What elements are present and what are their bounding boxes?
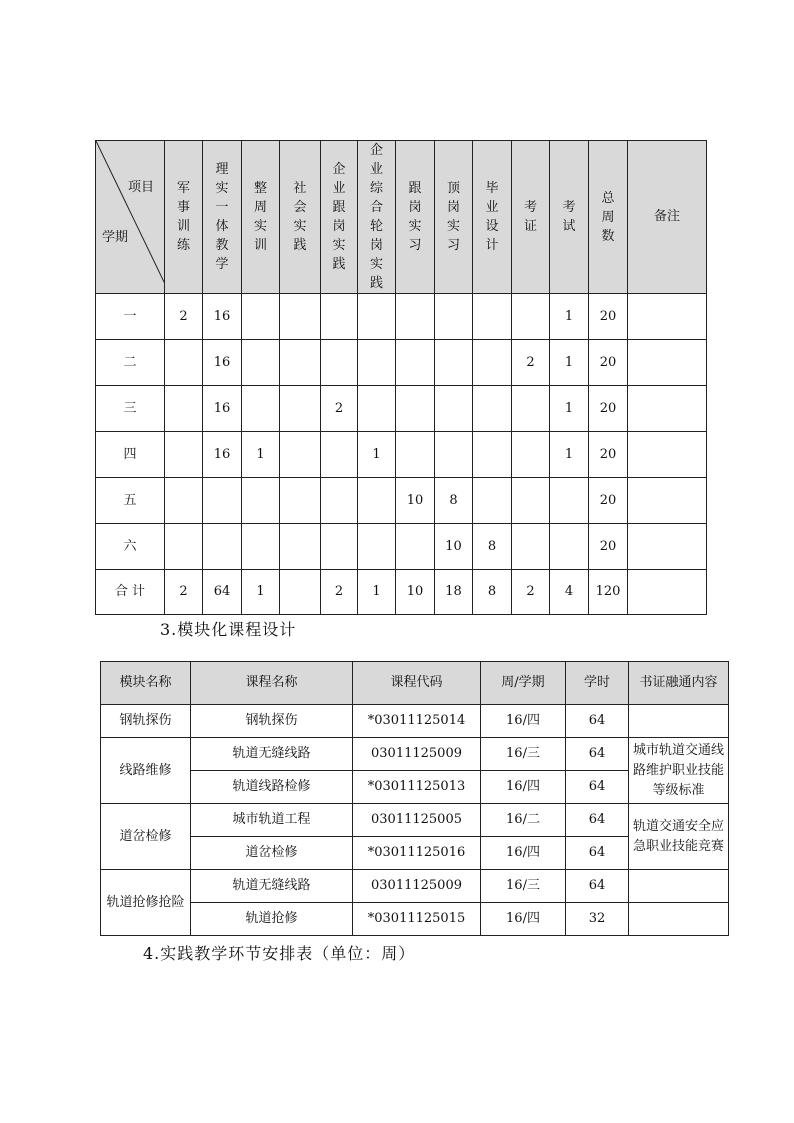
weeks-cell: 2 bbox=[321, 386, 358, 432]
course-name-cell: 钢轨探伤 bbox=[191, 705, 353, 738]
weeks-cell bbox=[165, 340, 203, 386]
course-weeks-cell: 16/三 bbox=[481, 870, 566, 903]
weeks-table-row bbox=[96, 340, 707, 386]
weeks-cell bbox=[165, 432, 203, 478]
weeks-cell bbox=[280, 570, 321, 615]
weeks-cell bbox=[435, 432, 473, 478]
weeks-col-header bbox=[358, 141, 396, 294]
module-col-header: 课程名称 bbox=[191, 662, 353, 705]
course-name-cell: 轨道抢修 bbox=[191, 903, 353, 936]
weeks-cell bbox=[242, 478, 280, 524]
weeks-cell bbox=[628, 432, 707, 478]
weeks-cell: 1 bbox=[358, 570, 396, 615]
weeks-cell: 20 bbox=[589, 340, 628, 386]
weeks-cell bbox=[358, 294, 396, 340]
weeks-cell: 120 bbox=[589, 570, 628, 615]
weeks-cell bbox=[628, 294, 707, 340]
semester-label: 二 bbox=[96, 340, 165, 386]
module-name-cell: 道岔检修 bbox=[101, 804, 191, 870]
weeks-col-header bbox=[589, 141, 628, 294]
weeks-table-row bbox=[96, 294, 707, 340]
semester-label: 合 计 bbox=[96, 570, 165, 615]
section-title-practice-schedule: 4.实践教学环节安排表（单位：周） bbox=[143, 944, 416, 963]
course-weeks-cell: 16/二 bbox=[481, 804, 566, 837]
semester-label: 三 bbox=[96, 386, 165, 432]
weeks-cell bbox=[321, 478, 358, 524]
weeks-cell bbox=[280, 294, 321, 340]
weeks-cell: 64 bbox=[203, 570, 242, 615]
module-course-row bbox=[101, 705, 729, 738]
weeks-cell bbox=[435, 340, 473, 386]
weeks-col-header bbox=[242, 141, 280, 294]
certificate-note-cell bbox=[629, 705, 729, 738]
certificate-note-cell: 城市轨道交通线路维护职业技能等级标准 bbox=[629, 738, 729, 804]
weeks-col-header bbox=[435, 141, 473, 294]
course-hours-cell: 64 bbox=[566, 804, 629, 837]
weeks-cell bbox=[628, 340, 707, 386]
module-col-header: 模块名称 bbox=[101, 662, 191, 705]
course-code-cell: *03011125014 bbox=[353, 705, 481, 738]
module-table-body bbox=[101, 705, 729, 936]
weeks-cell: 10 bbox=[435, 524, 473, 570]
course-code-cell: *03011125013 bbox=[353, 771, 481, 804]
weeks-col-header-label: 社会实践 bbox=[293, 181, 307, 253]
weeks-cell: 2 bbox=[321, 570, 358, 615]
weeks-col-header bbox=[550, 141, 589, 294]
semester-label: 六 bbox=[96, 524, 165, 570]
module-name-cell: 钢轨探伤 bbox=[101, 705, 191, 738]
weeks-cell: 10 bbox=[396, 570, 435, 615]
weeks-cell bbox=[512, 478, 550, 524]
weeks-cell bbox=[435, 294, 473, 340]
section-title-module-design: 3.模块化课程设计 bbox=[160, 620, 297, 639]
course-hours-cell: 64 bbox=[566, 870, 629, 903]
course-code-cell: 03011125009 bbox=[353, 870, 481, 903]
weeks-col-header-label: 理实一体教学 bbox=[215, 162, 229, 272]
course-weeks-cell: 16/四 bbox=[481, 837, 566, 870]
module-col-header: 周/学期 bbox=[481, 662, 566, 705]
weeks-col-header-label: 军事训练 bbox=[176, 181, 190, 253]
weeks-col-header-label: 备注 bbox=[653, 209, 680, 225]
semester-label: 四 bbox=[96, 432, 165, 478]
weeks-col-header-label: 整周实训 bbox=[253, 181, 267, 253]
course-name-cell: 城市轨道工程 bbox=[191, 804, 353, 837]
weeks-cell bbox=[473, 432, 512, 478]
weeks-cell bbox=[628, 524, 707, 570]
weeks-cell bbox=[242, 386, 280, 432]
weeks-cell bbox=[358, 478, 396, 524]
weeks-cell bbox=[396, 340, 435, 386]
weeks-cell: 16 bbox=[203, 340, 242, 386]
weeks-cell: 16 bbox=[203, 386, 242, 432]
weeks-cell: 1 bbox=[550, 294, 589, 340]
weeks-cell: 8 bbox=[435, 478, 473, 524]
weeks-col-header-label: 企业跟岗实践 bbox=[332, 162, 346, 272]
weeks-cell bbox=[396, 432, 435, 478]
weeks-cell: 2 bbox=[512, 570, 550, 615]
weeks-cell bbox=[473, 386, 512, 432]
course-name-cell: 轨道无缝线路 bbox=[191, 870, 353, 903]
weeks-cell bbox=[512, 294, 550, 340]
weeks-col-header-label: 考证 bbox=[523, 200, 537, 234]
weeks-cell bbox=[473, 294, 512, 340]
weeks-cell bbox=[165, 478, 203, 524]
weeks-col-header bbox=[512, 141, 550, 294]
weeks-cell: 1 bbox=[550, 432, 589, 478]
weeks-table-header-row bbox=[96, 141, 707, 294]
weeks-cell bbox=[242, 524, 280, 570]
course-name-cell: 道岔检修 bbox=[191, 837, 353, 870]
weeks-cell: 8 bbox=[473, 570, 512, 615]
weeks-cell: 20 bbox=[589, 294, 628, 340]
weeks-col-header bbox=[473, 141, 512, 294]
weeks-cell bbox=[396, 294, 435, 340]
module-course-table bbox=[100, 661, 729, 936]
weeks-cell bbox=[358, 386, 396, 432]
weeks-cell: 20 bbox=[589, 524, 628, 570]
weeks-cell bbox=[321, 524, 358, 570]
weeks-col-header bbox=[321, 141, 358, 294]
weeks-table-row bbox=[96, 432, 707, 478]
weeks-cell: 1 bbox=[242, 432, 280, 478]
weeks-col-header bbox=[396, 141, 435, 294]
weeks-cell: 1 bbox=[242, 570, 280, 615]
weeks-cell bbox=[165, 524, 203, 570]
module-table-header-row bbox=[101, 662, 729, 705]
weeks-cell bbox=[242, 294, 280, 340]
weeks-col-header-label: 总周数 bbox=[601, 190, 615, 244]
weeks-cell: 16 bbox=[203, 294, 242, 340]
weeks-cell bbox=[203, 524, 242, 570]
weeks-col-header-label: 考试 bbox=[562, 200, 576, 234]
diagonal-corner-header bbox=[96, 141, 165, 294]
course-name-cell: 轨道线路检修 bbox=[191, 771, 353, 804]
course-code-cell: 03011125005 bbox=[353, 804, 481, 837]
weeks-table-row bbox=[96, 478, 707, 524]
weeks-cell: 8 bbox=[473, 524, 512, 570]
weeks-cell bbox=[321, 432, 358, 478]
semester-label: 一 bbox=[96, 294, 165, 340]
module-name-cell: 线路维修 bbox=[101, 738, 191, 804]
weeks-table-body bbox=[96, 294, 707, 615]
weeks-cell bbox=[280, 432, 321, 478]
weeks-col-header bbox=[203, 141, 242, 294]
weeks-col-header bbox=[280, 141, 321, 294]
weeks-schedule-table bbox=[95, 140, 707, 615]
weeks-cell: 2 bbox=[165, 294, 203, 340]
module-course-row bbox=[101, 903, 729, 936]
course-hours-cell: 64 bbox=[566, 771, 629, 804]
weeks-cell: 1 bbox=[550, 340, 589, 386]
course-hours-cell: 64 bbox=[566, 705, 629, 738]
weeks-cell bbox=[396, 386, 435, 432]
weeks-table-row bbox=[96, 570, 707, 615]
weeks-cell: 2 bbox=[165, 570, 203, 615]
weeks-cell bbox=[280, 524, 321, 570]
course-hours-cell: 64 bbox=[566, 738, 629, 771]
course-weeks-cell: 16/四 bbox=[481, 903, 566, 936]
course-code-cell: 03011125009 bbox=[353, 738, 481, 771]
weeks-cell bbox=[435, 386, 473, 432]
weeks-col-header-label: 毕业设计 bbox=[485, 181, 499, 253]
weeks-cell: 10 bbox=[396, 478, 435, 524]
weeks-table-row bbox=[96, 524, 707, 570]
weeks-cell bbox=[321, 294, 358, 340]
course-name-cell: 轨道无缝线路 bbox=[191, 738, 353, 771]
module-course-row bbox=[101, 804, 729, 837]
module-col-header: 学时 bbox=[566, 662, 629, 705]
certificate-note-cell bbox=[629, 870, 729, 903]
course-code-cell: *03011125015 bbox=[353, 903, 481, 936]
weeks-cell bbox=[628, 386, 707, 432]
weeks-cell bbox=[473, 340, 512, 386]
diagonal-line bbox=[96, 141, 165, 284]
module-course-row bbox=[101, 738, 729, 771]
weeks-cell: 20 bbox=[589, 386, 628, 432]
module-name-cell: 轨道抢修抢险 bbox=[101, 870, 191, 936]
weeks-cell bbox=[628, 570, 707, 615]
weeks-cell bbox=[358, 340, 396, 386]
weeks-cell bbox=[512, 432, 550, 478]
semester-label: 五 bbox=[96, 478, 165, 524]
weeks-cell bbox=[550, 478, 589, 524]
weeks-cell: 20 bbox=[589, 478, 628, 524]
certificate-note-cell: 轨道交通安全应急职业技能竞赛 bbox=[629, 804, 729, 870]
corner-label-semester: 学期 bbox=[102, 230, 129, 245]
module-course-row bbox=[101, 870, 729, 903]
weeks-cell bbox=[280, 340, 321, 386]
weeks-cell: 1 bbox=[550, 386, 589, 432]
weeks-col-header-label: 企业综合轮岗实践 bbox=[369, 143, 383, 291]
course-weeks-cell: 16/四 bbox=[481, 705, 566, 738]
weeks-table-row bbox=[96, 386, 707, 432]
course-weeks-cell: 16/四 bbox=[481, 771, 566, 804]
weeks-cell: 4 bbox=[550, 570, 589, 615]
weeks-col-header-label: 顶岗实习 bbox=[446, 181, 460, 253]
weeks-cell bbox=[203, 478, 242, 524]
module-col-header: 课程代码 bbox=[353, 662, 481, 705]
course-code-cell: *03011125016 bbox=[353, 837, 481, 870]
weeks-cell: 1 bbox=[358, 432, 396, 478]
weeks-cell: 2 bbox=[512, 340, 550, 386]
corner-label-project: 项目 bbox=[127, 180, 154, 195]
weeks-cell bbox=[280, 478, 321, 524]
weeks-cell: 20 bbox=[589, 432, 628, 478]
weeks-cell bbox=[550, 524, 589, 570]
weeks-col-header-label: 跟岗实习 bbox=[408, 181, 422, 253]
weeks-cell bbox=[473, 478, 512, 524]
weeks-cell: 16 bbox=[203, 432, 242, 478]
course-hours-cell: 32 bbox=[566, 903, 629, 936]
weeks-cell bbox=[358, 524, 396, 570]
weeks-cell bbox=[628, 478, 707, 524]
weeks-col-header bbox=[165, 141, 203, 294]
course-hours-cell: 64 bbox=[566, 837, 629, 870]
weeks-cell bbox=[512, 524, 550, 570]
module-col-header: 书证融通内容 bbox=[629, 662, 729, 705]
weeks-cell bbox=[242, 340, 280, 386]
weeks-cell bbox=[280, 386, 321, 432]
certificate-note-cell bbox=[629, 903, 729, 936]
weeks-col-header bbox=[628, 141, 707, 294]
course-weeks-cell: 16/三 bbox=[481, 738, 566, 771]
weeks-cell bbox=[396, 524, 435, 570]
weeks-cell: 18 bbox=[435, 570, 473, 615]
weeks-cell bbox=[165, 386, 203, 432]
weeks-cell bbox=[512, 386, 550, 432]
weeks-cell bbox=[321, 340, 358, 386]
